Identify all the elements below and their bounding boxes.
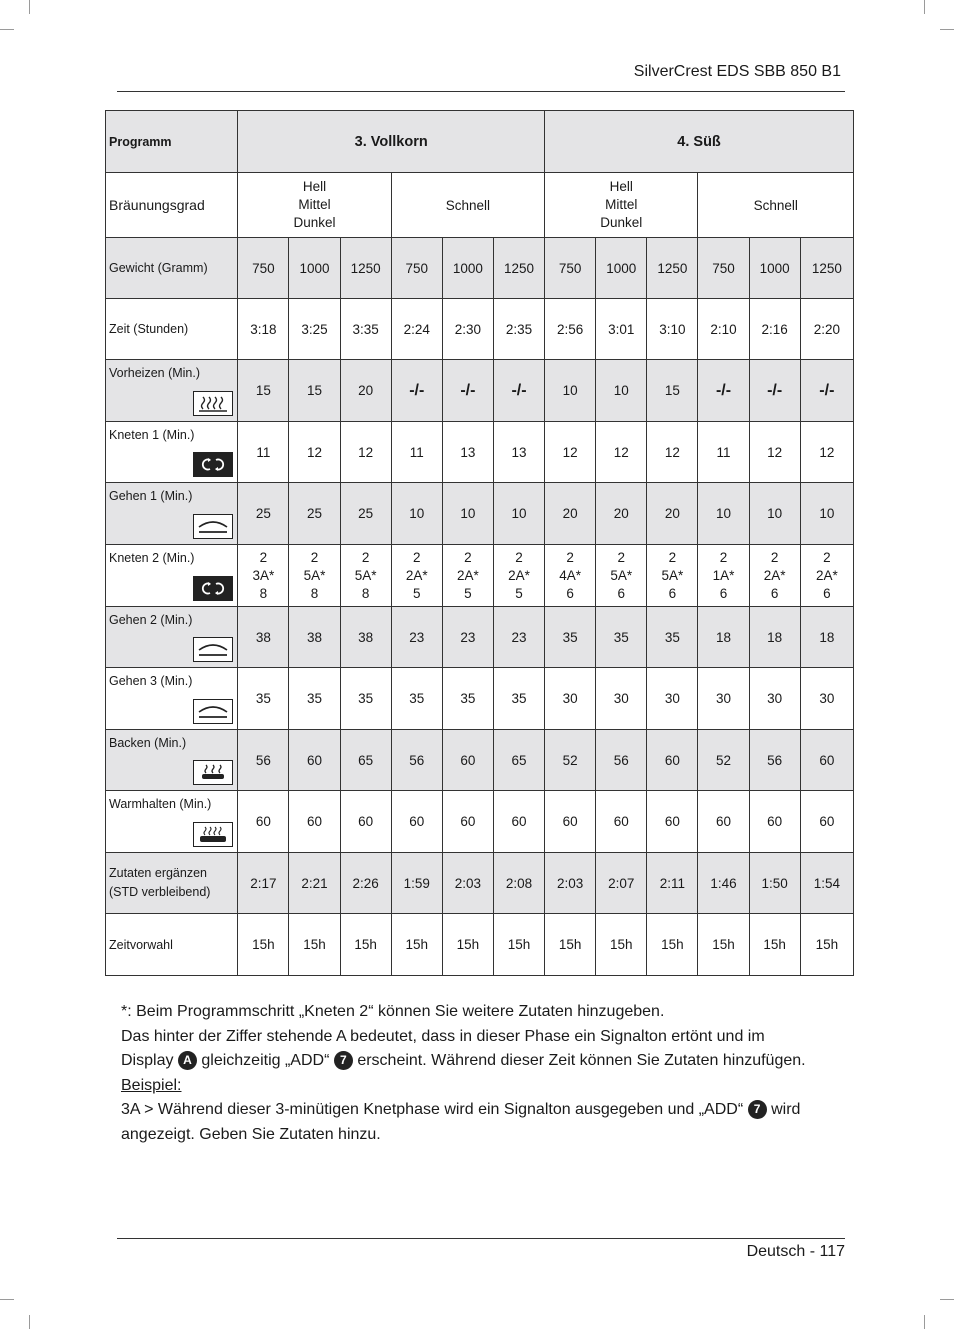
vorheizen-value: 15: [238, 360, 289, 422]
table-row-gehen2: [106, 607, 854, 668]
zeitvorwahl-value: 15h: [698, 914, 749, 976]
zeitvorwahl-value: 15h: [749, 914, 800, 976]
gewicht-value: 1000: [596, 238, 647, 299]
kneten1-value: 12: [545, 422, 596, 483]
note-line: [121, 1049, 841, 1074]
braeunung-dunkel: Dunkel: [600, 215, 643, 230]
warmhalten-value: 60: [442, 791, 493, 853]
backen-value: 56: [749, 730, 800, 791]
zutaten-value: 2:17: [238, 853, 289, 914]
bake-icon: [193, 760, 233, 785]
gehen1-value: 25: [289, 483, 340, 545]
backen-value: 60: [442, 730, 493, 791]
kneten2-value: [749, 545, 800, 607]
zeitvorwahl-value: 15h: [545, 914, 596, 976]
gehen1-label: [106, 483, 238, 545]
value-line: 5A*: [354, 567, 377, 583]
knead-icon: [193, 576, 233, 601]
note-line: *: Beim Programmschritt „Kneten 2“ können Sie weitere Zutaten hinzugeben.: [121, 1003, 665, 1020]
kneten1-value: 12: [340, 422, 391, 483]
value-line: 2: [413, 549, 421, 565]
knead-icon: [193, 452, 233, 477]
zeit-value: 2:35: [493, 299, 544, 360]
gehen2-value: 35: [545, 607, 596, 668]
vorheizen-value: -/-: [800, 360, 853, 422]
backen-value: 65: [340, 730, 391, 791]
table-row-gehen1: [106, 483, 854, 545]
value-line: 2: [770, 549, 779, 565]
gewicht-value: 1250: [647, 238, 698, 299]
backen-value: 56: [391, 730, 442, 791]
kneten1-value: 12: [749, 422, 800, 483]
zeit-value: 3:01: [596, 299, 647, 360]
program-table: [105, 110, 854, 976]
warmhalten-value: 60: [493, 791, 544, 853]
zutaten-value: 1:46: [698, 853, 749, 914]
vorheizen-value: 15: [647, 360, 698, 422]
gehen3-value: 35: [391, 668, 442, 730]
label-text: Kneten 1 (Min.): [109, 428, 195, 442]
backen-value: 60: [647, 730, 698, 791]
gehen1-value: 10: [749, 483, 800, 545]
braeunung-dunkel: Dunkel: [293, 215, 336, 230]
table-row-gehen3: [106, 668, 854, 730]
gehen3-value: 35: [340, 668, 391, 730]
kneten1-value: 12: [289, 422, 340, 483]
backen-value: 60: [800, 730, 853, 791]
value-line: 5A*: [610, 567, 633, 583]
zeit-value: 2:20: [800, 299, 853, 360]
kneten2-value: [698, 545, 749, 607]
kneten2-label: [106, 545, 238, 607]
gehen3-value: 30: [749, 668, 800, 730]
note-text: erscheint. Während dieser Zeit können Sie Zutaten hinzufügen.: [357, 1052, 806, 1069]
backen-value: 56: [596, 730, 647, 791]
rise-icon: [193, 699, 233, 724]
zeitvorwahl-value: 15h: [238, 914, 289, 976]
gehen2-value: 38: [238, 607, 289, 668]
page-header: SilverCrest EDS SBB 850 B1: [633, 63, 841, 80]
warmhalten-label: [106, 791, 238, 853]
table-row-braeunung: [106, 173, 854, 238]
warmhalten-value: 60: [238, 791, 289, 853]
vorheizen-label: [106, 360, 238, 422]
value-line: 2A*: [405, 567, 428, 583]
preheat-icon: [193, 391, 233, 416]
zutaten-label: [106, 853, 238, 914]
backen-value: 65: [493, 730, 544, 791]
label-text: Gehen 2 (Min.): [109, 613, 193, 627]
gewicht-value: 1000: [442, 238, 493, 299]
warmhalten-value: 60: [289, 791, 340, 853]
zeit-value: 3:35: [340, 299, 391, 360]
braeunung-hell: Hell: [302, 179, 327, 194]
gehen2-label: [106, 607, 238, 668]
vorheizen-value: 15: [289, 360, 340, 422]
table-row-zutaten: [106, 853, 854, 914]
zutaten-value: 2:03: [442, 853, 493, 914]
table-row-kneten2: [106, 545, 854, 607]
zutaten-value: 2:08: [493, 853, 544, 914]
vorheizen-value: -/-: [698, 360, 749, 422]
note-text: 3A > Während dieser 3-minütigen Knetphase wird ein Signalton ausgegeben und „ADD“: [121, 1101, 744, 1118]
crop-mark: [0, 1299, 14, 1300]
zutaten-value: 1:54: [800, 853, 853, 914]
gehen2-value: 23: [442, 607, 493, 668]
zutaten-value: 1:59: [391, 853, 442, 914]
warmhalten-value: 60: [391, 791, 442, 853]
kneten2-value: [238, 545, 289, 607]
header-rule: [117, 91, 845, 92]
value-line: 2: [719, 549, 728, 565]
gehen2-value: 23: [391, 607, 442, 668]
gehen1-value: 20: [647, 483, 698, 545]
braeunung-label: Bräunungsgrad: [106, 173, 238, 238]
zutaten-value: 2:11: [647, 853, 698, 914]
gehen3-value: 35: [238, 668, 289, 730]
note-text: gleichzeitig „ADD“: [201, 1052, 330, 1069]
zeitvorwahl-value: 15h: [493, 914, 544, 976]
backen-value: 52: [698, 730, 749, 791]
zeitvorwahl-value: 15h: [391, 914, 442, 976]
value-line: 4A*: [559, 567, 582, 583]
backen-value: 56: [238, 730, 289, 791]
gewicht-value: 1000: [289, 238, 340, 299]
value-line: 2: [259, 549, 268, 565]
zutaten-value: 2:21: [289, 853, 340, 914]
gehen2-value: 38: [289, 607, 340, 668]
kneten2-value: [493, 545, 544, 607]
backen-value: 60: [289, 730, 340, 791]
crop-mark: [940, 1299, 954, 1300]
value-line: 5A*: [661, 567, 684, 583]
value-line: 2: [668, 549, 677, 565]
gehen1-value: 10: [442, 483, 493, 545]
gehen3-value: 30: [647, 668, 698, 730]
gewicht-value: 1250: [800, 238, 853, 299]
zutaten-value: 1:50: [749, 853, 800, 914]
note-line: angezeigt. Geben Sie Zutaten hinzu.: [121, 1125, 381, 1143]
value-line: 8: [259, 585, 268, 601]
keep-warm-icon: [193, 822, 233, 847]
value-line: 5A*: [303, 567, 326, 583]
zeit-value: 3:10: [647, 299, 698, 360]
zeitvorwahl-value: 15h: [340, 914, 391, 976]
value-line: 1A*: [712, 567, 735, 583]
zeit-value: 2:30: [442, 299, 493, 360]
gehen3-value: 30: [698, 668, 749, 730]
note-line: [121, 1098, 841, 1123]
backen-value: 52: [545, 730, 596, 791]
kneten2-value: [545, 545, 596, 607]
zeit-label: [106, 299, 238, 360]
gehen3-value: 30: [545, 668, 596, 730]
vorheizen-value: -/-: [391, 360, 442, 422]
zutaten-value: 2:03: [545, 853, 596, 914]
label-text: Zeitvorwahl: [109, 937, 173, 952]
gehen2-value: 18: [749, 607, 800, 668]
kneten1-label: [106, 422, 238, 483]
zutaten-value: 2:07: [596, 853, 647, 914]
vorheizen-value: 10: [545, 360, 596, 422]
value-line: 2: [515, 549, 523, 565]
warmhalten-value: 60: [800, 791, 853, 853]
braeunung-schnell-2: Schnell: [698, 173, 854, 238]
kneten2-value: [647, 545, 698, 607]
footer-rule: [117, 1238, 845, 1239]
kneten1-value: 12: [596, 422, 647, 483]
gehen1-value: 10: [493, 483, 544, 545]
value-line: 6: [823, 585, 831, 601]
value-line: 2: [310, 549, 319, 565]
label-text: Gehen 3 (Min.): [109, 674, 193, 688]
gehen2-value: 18: [698, 607, 749, 668]
label-text: Zeit (Stunden): [109, 322, 189, 336]
gewicht-value: 1250: [340, 238, 391, 299]
vorheizen-value: -/-: [442, 360, 493, 422]
gehen1-value: 10: [698, 483, 749, 545]
gehen1-value: 10: [800, 483, 853, 545]
gewicht-value: 1250: [493, 238, 544, 299]
number-7-badge: 7: [748, 1100, 767, 1119]
zeitvorwahl-value: 15h: [800, 914, 853, 976]
zeit-value: 2:10: [698, 299, 749, 360]
value-line: 2: [617, 549, 626, 565]
kneten2-value: [340, 545, 391, 607]
value-line: 8: [310, 585, 319, 601]
rise-icon: [193, 637, 233, 662]
gehen3-value: 35: [442, 668, 493, 730]
label-text: Gewicht (Gramm): [109, 261, 208, 275]
note-text: wird: [771, 1101, 801, 1118]
note-text: Display: [121, 1052, 174, 1069]
kneten2-value: [442, 545, 493, 607]
value-line: 6: [668, 585, 677, 601]
label-line: (STD verbleibend): [109, 885, 211, 899]
footnotes: [121, 1000, 841, 1147]
value-line: 2: [361, 549, 370, 565]
table-row-vorheizen: [106, 360, 854, 422]
braeunung-mittel: Mittel: [298, 197, 331, 212]
gehen1-value: 10: [391, 483, 442, 545]
value-line: 2A*: [508, 567, 530, 583]
crop-mark: [29, 0, 30, 14]
zeit-value: 2:56: [545, 299, 596, 360]
table-row-zeitvorwahl: [106, 914, 854, 976]
beispiel-heading: [121, 1074, 841, 1099]
gehen3-value: 35: [289, 668, 340, 730]
value-line: 5: [464, 585, 472, 601]
kneten1-value: 12: [800, 422, 853, 483]
display-a-badge: A: [178, 1051, 197, 1070]
value-line: 2: [566, 549, 574, 565]
value-line: 2: [823, 549, 831, 565]
kneten1-value: 11: [391, 422, 442, 483]
table-row-programm: [106, 111, 854, 173]
braeunung-hell: Hell: [609, 179, 633, 194]
braeunung-mittel: Mittel: [605, 197, 638, 212]
warmhalten-value: 60: [698, 791, 749, 853]
gehen3-value: 35: [493, 668, 544, 730]
gehen2-value: 38: [340, 607, 391, 668]
programm-label: Programm: [106, 111, 238, 173]
warmhalten-value: 60: [647, 791, 698, 853]
value-line: 2A*: [763, 567, 786, 583]
vorheizen-value: 20: [340, 360, 391, 422]
value-line: 2A*: [815, 567, 838, 583]
warmhalten-value: 60: [749, 791, 800, 853]
kneten2-value: [596, 545, 647, 607]
number-7-badge: 7: [334, 1051, 353, 1070]
label-line: Zutaten ergänzen: [109, 866, 207, 880]
kneten1-value: 12: [647, 422, 698, 483]
value-line: 8: [361, 585, 370, 601]
braeunung-stack-2: [545, 173, 698, 238]
vorheizen-value: 10: [596, 360, 647, 422]
label-text: Vorheizen (Min.): [109, 366, 201, 380]
gehen2-value: 18: [800, 607, 853, 668]
table-row-backen: [106, 730, 854, 791]
gehen3-label: [106, 668, 238, 730]
backen-label: [106, 730, 238, 791]
zeit-value: 2:24: [391, 299, 442, 360]
crop-mark: [29, 1315, 30, 1329]
program-vollkorn-header: 3. Vollkorn: [238, 111, 545, 173]
value-line: 6: [617, 585, 626, 601]
vorheizen-value: -/-: [749, 360, 800, 422]
value-line: 2A*: [457, 567, 479, 583]
table-row-warmhalten: [106, 791, 854, 853]
gehen1-value: 20: [545, 483, 596, 545]
beispiel-text: Beispiel:: [121, 1076, 182, 1094]
gehen1-value: 20: [596, 483, 647, 545]
label-text: Gehen 1 (Min.): [109, 489, 193, 503]
value-line: 5: [515, 585, 523, 601]
table-row-kneten1: [106, 422, 854, 483]
warmhalten-value: 60: [596, 791, 647, 853]
table-row-gewicht: [106, 238, 854, 299]
gewicht-value: 750: [698, 238, 749, 299]
zeit-value: 2:16: [749, 299, 800, 360]
label-text: Kneten 2 (Min.): [109, 551, 195, 565]
crop-mark: [924, 0, 925, 14]
value-line: 5: [413, 585, 421, 601]
zutaten-value: 2:26: [340, 853, 391, 914]
zeit-value: 3:25: [289, 299, 340, 360]
rise-icon: [193, 514, 233, 539]
crop-mark: [940, 29, 954, 30]
gewicht-value: 750: [391, 238, 442, 299]
gehen2-value: 35: [596, 607, 647, 668]
zeitvorwahl-value: 15h: [647, 914, 698, 976]
kneten1-value: 11: [238, 422, 289, 483]
gehen3-value: 30: [800, 668, 853, 730]
kneten1-value: 13: [442, 422, 493, 483]
gewicht-value: 750: [238, 238, 289, 299]
value-line: 6: [719, 585, 728, 601]
kneten2-value: [391, 545, 442, 607]
program-suess-header: 4. Süß: [545, 111, 854, 173]
gehen2-value: 35: [647, 607, 698, 668]
zeitvorwahl-label: [106, 914, 238, 976]
label-text: Warmhalten (Min.): [109, 797, 212, 811]
value-line: 2: [464, 549, 472, 565]
gehen2-value: 23: [493, 607, 544, 668]
gehen1-value: 25: [340, 483, 391, 545]
note-line: Das hinter der Ziffer stehende A bedeutet, dass in dieser Phase ein Signalton ertönt und im: [121, 1027, 765, 1045]
gehen3-value: 30: [596, 668, 647, 730]
value-line: 6: [566, 585, 574, 601]
table-row-zeit: [106, 299, 854, 360]
crop-mark: [0, 29, 14, 30]
gewicht-value: 750: [545, 238, 596, 299]
zeit-value: 3:18: [238, 299, 289, 360]
value-line: 3A*: [252, 567, 275, 583]
label-text: Backen (Min.): [109, 736, 187, 750]
gewicht-value: 1000: [749, 238, 800, 299]
braeunung-stack-1: [238, 173, 391, 238]
kneten1-value: 13: [493, 422, 544, 483]
vorheizen-value: -/-: [493, 360, 544, 422]
crop-mark: [924, 1315, 925, 1329]
kneten2-value: [289, 545, 340, 607]
gehen1-value: 25: [238, 483, 289, 545]
braeunung-schnell-1: Schnell: [391, 173, 544, 238]
gewicht-label: [106, 238, 238, 299]
zeitvorwahl-value: 15h: [596, 914, 647, 976]
zeitvorwahl-value: 15h: [289, 914, 340, 976]
kneten2-value: [800, 545, 853, 607]
zeitvorwahl-value: 15h: [442, 914, 493, 976]
kneten1-value: 11: [698, 422, 749, 483]
value-line: 6: [770, 585, 779, 601]
warmhalten-value: 60: [340, 791, 391, 853]
warmhalten-value: 60: [545, 791, 596, 853]
page-footer: Deutsch - 117: [746, 1243, 845, 1260]
